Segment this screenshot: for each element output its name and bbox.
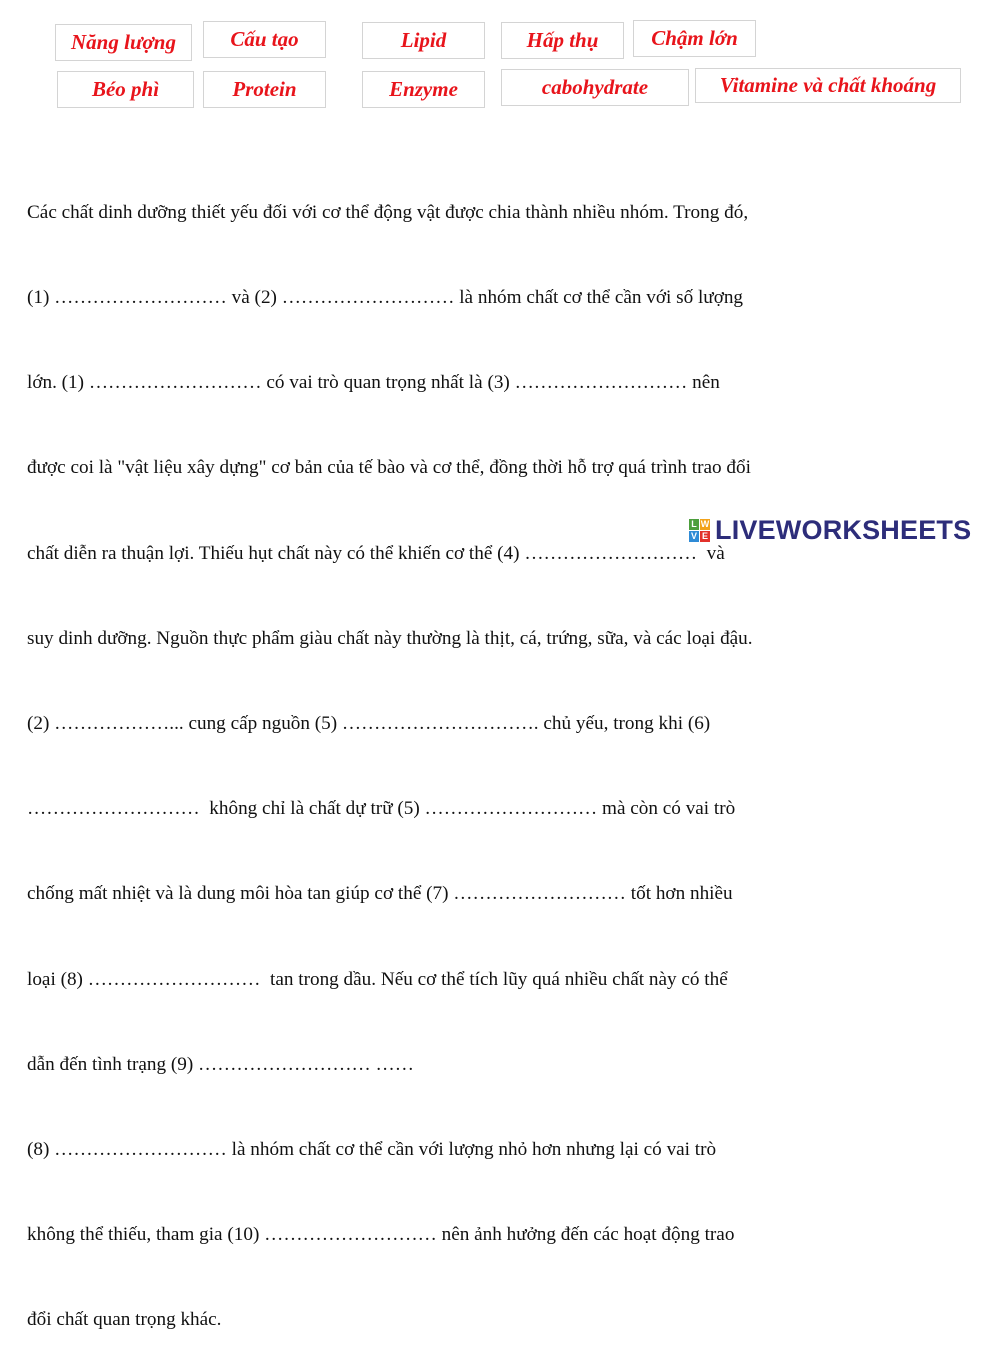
word-chip-hap-thu[interactable]: Hấp thụ xyxy=(501,22,624,59)
word-chip-nang-luong[interactable]: Năng lượng xyxy=(55,24,192,61)
logo-tile: W xyxy=(700,519,710,529)
word-chip-beo-phi[interactable]: Béo phì xyxy=(57,71,194,108)
word-chip-cabohydrate[interactable]: cabohydrate xyxy=(501,69,689,106)
passage-line: chất diễn ra thuận lợi. Thiếu hụt chất này có thể khiến cơ thể (4) ……………………… và xyxy=(27,542,725,564)
word-chip-cham-lon[interactable]: Chậm lớn xyxy=(633,20,756,57)
word-chip-vitamine-va-chat-khoang[interactable]: Vitamine và chất khoáng xyxy=(695,68,961,103)
logo-tile: L xyxy=(689,519,699,530)
logo-mark-icon xyxy=(689,519,710,542)
passage-line: Các chất dinh dưỡng thiết yếu đối với cơ thể động vật được chia thành nhiều nhóm. Trong đó, xyxy=(27,201,749,223)
passage-line: đổi chất quan trọng khác. xyxy=(27,1309,222,1331)
passage-line: (1) ……………………… và (2) ……………………… là nhóm chất cơ thể cần với số lượng xyxy=(27,287,744,309)
passage-line: chống mất nhiệt và là dung môi hòa tan giúp cơ thể (7) ……………………… tốt hơn nhiều xyxy=(27,883,733,905)
passage-line: (2) ………………... cung cấp nguồn (5) …………………………. chủ yếu, trong khi (6) xyxy=(27,713,711,735)
fill-in-passage xyxy=(27,142,972,1363)
passage-line: được coi là "vật liệu xây dựng" cơ bản của tế bào và cơ thể, đồng thời hỗ trợ quá trình trao đổi xyxy=(27,457,751,479)
passage-line: lớn. (1) ……………………… có vai trò quan trọng nhất là (3) ……………………… nên xyxy=(27,372,720,394)
liveworksheets-logo xyxy=(689,515,971,546)
logo-text: LIVEWORKSHEETS xyxy=(715,515,972,545)
passage-line: loại (8) ……………………… tan trong dầu. Nếu cơ thể tích lũy quá nhiều chất này có thể xyxy=(27,968,728,990)
word-chip-enzyme[interactable]: Enzyme xyxy=(362,71,485,108)
word-chip-protein[interactable]: Protein xyxy=(203,71,326,108)
word-chip-lipid[interactable]: Lipid xyxy=(362,22,485,59)
word-chip-cau-tao[interactable]: Cấu tạo xyxy=(203,21,326,58)
passage-line: suy dinh dưỡng. Nguồn thực phẩm giàu chất này thường là thịt, cá, trứng, sữa, và các loại đậu. xyxy=(27,627,753,649)
passage-line: không thể thiếu, tham gia (10) ……………………… nên ảnh hưởng đến các hoạt động trao xyxy=(27,1224,735,1246)
passage-line: dẫn đến tình trạng (9) ……………………… …… xyxy=(27,1053,414,1075)
passage-line: (8) ……………………… là nhóm chất cơ thể cần với lượng nhỏ hơn nhưng lại có vai trò xyxy=(27,1139,717,1161)
logo-tile: V xyxy=(690,531,697,541)
logo-tile: E xyxy=(701,531,708,541)
passage-line: ……………………… không chỉ là chất dự trữ (5) ……………………… mà còn có vai trò xyxy=(27,798,736,820)
